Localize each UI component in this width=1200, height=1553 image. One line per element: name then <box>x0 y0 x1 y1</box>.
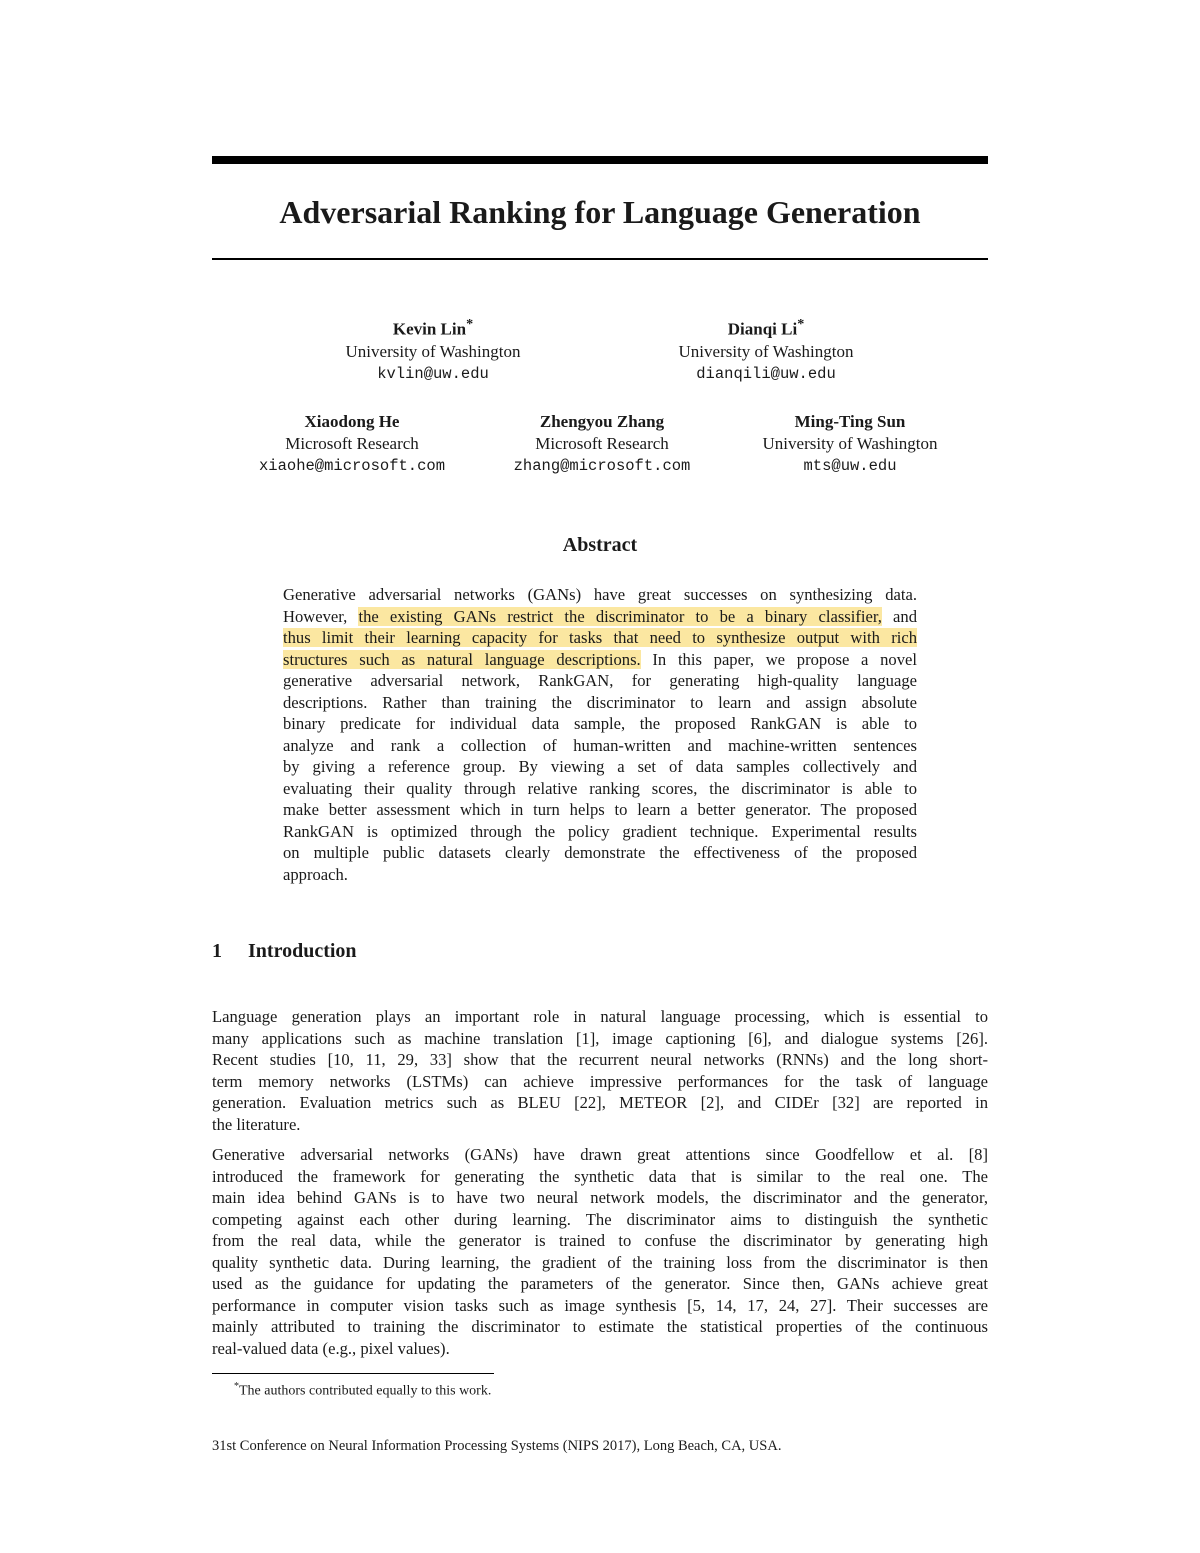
author-block <box>492 411 712 477</box>
abstract-line: binary predicate for individual data sample, the proposed RankGAN is able to <box>283 714 917 733</box>
author-affiliation: University of Washington <box>678 341 854 361</box>
author-email: kvlin@uw.edu <box>377 364 489 383</box>
abstract-line: generative adversarial network, RankGAN, for generating high-quality language <box>283 671 917 690</box>
abstract-line: RankGAN is optimized through the policy gradient technique. Experimental results <box>283 821 917 841</box>
author-name: Dianqi Li* <box>727 316 805 339</box>
body-line: many applications such as machine translation [1], image captioning [6], and dialogue systems [26]. <box>212 1028 988 1048</box>
body-line: used as the guidance for updating the parameters of the generator. Since then, GANs achieve great <box>212 1274 988 1293</box>
abstract-line: on multiple public datasets clearly demonstrate the effectiveness of the proposed <box>283 843 917 862</box>
abstract-line: analyze and rank a collection of human-written and machine-written sentences <box>283 735 917 755</box>
abstract-line: However, the existing GANs restrict the discriminator to be a binary classifier, and <box>283 606 917 626</box>
abstract-heading: Abstract <box>562 534 638 556</box>
section-heading <box>212 936 357 966</box>
abstract-line: Generative adversarial networks (GANs) have great successes on synthesizing data. <box>283 585 917 604</box>
author-email: zhang@microsoft.com <box>513 457 691 475</box>
abstract-line: structures such as natural language descriptions. In this paper, we propose a novel <box>283 649 917 669</box>
body-line: term memory networks (LSTMs) can achieve impressive performances for the task of language <box>212 1071 988 1091</box>
body-line: main idea behind GANs is to have two neural network models, the discriminator and the generator, <box>212 1188 988 1207</box>
footnote-mark: * <box>234 1381 239 1392</box>
body-line: Recent studies [10, 11, 29, 33] show that the recurrent neural networks (RNNs) and the long short- <box>212 1050 988 1069</box>
body-line: performance in computer vision tasks such as image synthesis [5, 14, 17, 24, 27]. Their successes are <box>212 1295 988 1315</box>
body-line: generation. Evaluation metrics such as BLEU [22], METEOR [2], and CIDEr [32] are reported in <box>212 1093 988 1112</box>
footnote-text: The authors contributed equally to this work. <box>239 1383 492 1399</box>
highlighted-text: structures such as natural language descriptions. <box>283 649 641 669</box>
author-affiliation: University of Washington <box>762 434 938 453</box>
author-email: mts@uw.edu <box>803 457 897 475</box>
section-title: Introduction <box>248 940 357 962</box>
body-line: mainly attributed to training the discriminator to estimate the statistical properties of the continuous <box>212 1317 988 1336</box>
body-line: competing against each other during learning. The discriminator aims to distinguish the synthetic <box>212 1209 988 1229</box>
author-affiliation: Microsoft Research <box>535 434 669 453</box>
author-name: Kevin Lin* <box>392 316 474 339</box>
author-affiliation: Microsoft Research <box>285 434 419 453</box>
section-number: 1 <box>212 940 222 962</box>
highlighted-text: thus limit their learning capacity for tasks that need to synthesize output with rich <box>283 628 917 647</box>
author-name: Xiaodong He <box>304 412 400 431</box>
conference-note: 31st Conference on Neural Information Processing Systems (NIPS 2017), Long Beach, CA, USA. <box>212 1438 782 1454</box>
footnote-rule <box>212 1373 494 1374</box>
title-rule-bottom <box>212 258 988 260</box>
author-email: dianqili@uw.edu <box>696 364 836 383</box>
abstract-line <box>283 627 917 649</box>
abstract-line: evaluating their quality through relative ranking scores, the discriminator is able to <box>283 778 917 798</box>
body-line: Language generation plays an important role in natural language processing, which is essential to <box>212 1007 988 1026</box>
body-line: the literature. <box>212 1114 301 1134</box>
author-email: xiaohe@microsoft.com <box>258 457 446 475</box>
abstract-line: descriptions. Rather than training the discriminator to learn and assign absolute <box>283 692 917 712</box>
author-block <box>740 411 960 477</box>
author-affiliation: University of Washington <box>345 341 521 361</box>
body-line: quality synthetic data. During learning, the gradient of the training loss from the discriminator is then <box>212 1252 988 1272</box>
author-name: Zhengyou Zhang <box>539 412 665 431</box>
author-block <box>333 313 533 385</box>
title-rule-top <box>212 156 988 164</box>
highlighted-text: the existing GANs restrict the discriminator to be a binary classifier, <box>358 606 882 626</box>
abstract-line: make better assessment which in turn helps to learn a better generator. The proposed <box>283 800 917 819</box>
paper-title: Adversarial Ranking for Language Generation <box>279 194 921 230</box>
body-line: Generative adversarial networks (GANs) have drawn great attentions since Goodfellow et al. [8] <box>212 1145 988 1164</box>
author-block <box>666 313 866 385</box>
body-line: from the real data, while the generator is trained to confuse the discriminator by generating high <box>212 1231 988 1250</box>
author-name: Ming-Ting Sun <box>794 412 906 431</box>
body-line: real-valued data (e.g., pixel values). <box>212 1338 450 1358</box>
footnote <box>234 1378 491 1401</box>
abstract-line: by giving a reference group. By viewing a set of data samples collectively and <box>283 757 917 776</box>
body-line: introduced the framework for generating the synthetic data that is similar to the real one. The <box>212 1166 988 1186</box>
abstract-line: approach. <box>283 864 348 884</box>
author-block <box>242 411 462 477</box>
